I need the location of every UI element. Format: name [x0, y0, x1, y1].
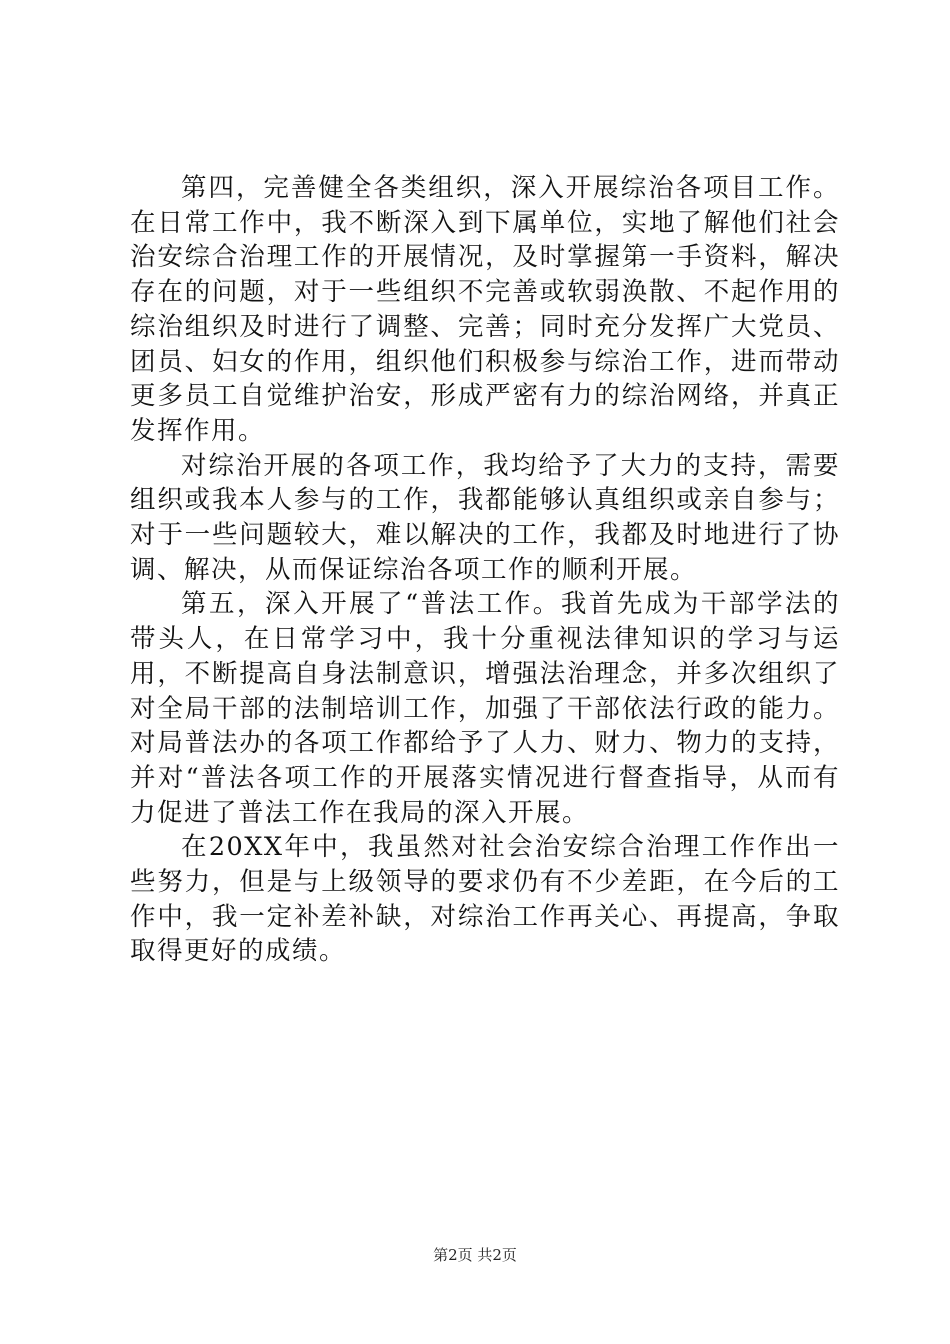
paragraph-section-four: 第四，完善健全各类组织，深入开展综治各项目工作。在日常工作中，我不断深入到下属单位，实地了解他们社会治安综合治理工作的开展情况，及时掌握第一手资料，解决存在的问题，对于一些组织不完善或软弱涣散、不起作用的综治组织及时进行了调整、完善；同时充分发挥广大党员、团员、妇女的作用，组织他们积极参与综治工作，进而带动更多员工自觉维护治安，形成严密有力的综治网络，并真正发挥作用。	[130, 173, 840, 446]
document-body	[130, 171, 840, 969]
paragraph-support: 对综治开展的各项工作，我均给予了大力的支持，需要组织或我本人参与的工作，我都能够认真组织或亲自参与；对于一些问题较大，难以解决的工作，我都及时地进行了协调、解决，从而保证综治各项工作的顺利开展。	[130, 450, 840, 585]
page-number-footer: 第2页 共2页	[433, 1246, 517, 1264]
paragraph-section-five: 第五，深入开展了“普法工作。我首先成为干部学法的带头人，在日常学习中，我十分重视法律知识的学习与运用，不断提高自身法制意识，增强法治理念，并多次组织了对全局干部的法制培训工作，加强了干部依法行政的能力。对局普法办的各项工作都给予了人力、财力、物力的支持，并对“普法各项工作的开展落实情况进行督查指导，从而有力促进了普法工作在我局的深入开展。	[130, 589, 840, 828]
paragraph-conclusion: 在20XX年中，我虽然对社会治安综合治理工作作出一些努力，但是与上级领导的要求仍有不少差距，在今后的工作中，我一定补差补缺，对综治工作再关心、再提高，争取取得更好的成绩。	[130, 832, 840, 967]
